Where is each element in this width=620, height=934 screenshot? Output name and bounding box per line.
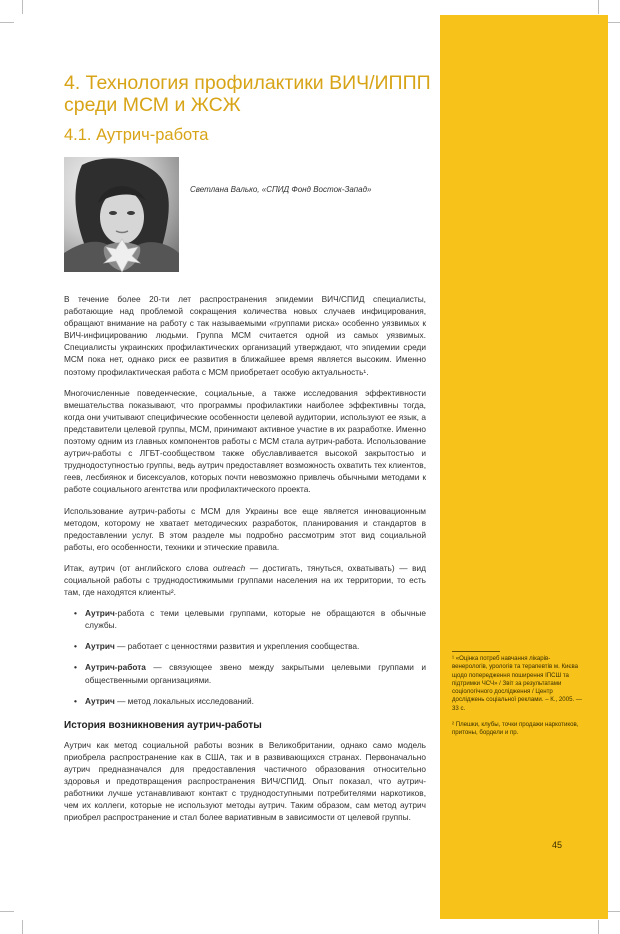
text-run: Итак, аутрич (от английского слова: [64, 562, 213, 573]
section-title: 4.1. Аутрич-работа: [64, 126, 209, 144]
history-heading: История возникновения аутрич-работы: [64, 719, 262, 731]
list-item: [74, 640, 426, 652]
crop-mark: [22, 920, 23, 934]
term: Аутрич: [85, 641, 115, 652]
list-item: [74, 695, 426, 707]
yellow-sidebar: [440, 15, 608, 919]
list-item: [74, 661, 426, 685]
bullet-icon: •: [74, 695, 77, 706]
author-caption: Светлана Валько, «СПИД Фонд Восток-Запад»: [190, 185, 372, 194]
paragraph: Аутрич как метод социальной работы возник в Великобритании, однако само модель приобрела распространение как в США, так и в развивающихся странах. Первоначально аутрич предназначался для предоставления частичного образования относительно здоровья и предотвращения распространения ВИЧ/СПИД. Опыт показал, что аутрич-работники лучше устанавливают контакт с труднодоступными потребителями наркотиков, чем их коллеги, которые не используют методы аутрич. Таким образом, сам метод аутрич приобрел распространение и стал более вариативным в зависимости от целевой группы.: [64, 739, 426, 823]
term: Аутрич: [85, 608, 115, 619]
term: Аутрич-работа: [85, 662, 146, 673]
bullet-icon: •: [74, 641, 77, 652]
definition: — работает с ценностями развития и укрепления сообщества.: [114, 641, 360, 652]
definition: -работа с теми целевыми группами, которые не обращаются в обычные службы.: [85, 608, 426, 631]
footnote-1: ¹ «Оцінка потреб навчання лікарів-венерологів, урологів та терапевтів м. Києва щодо попередження поширення ІПСШ та підтримки ЧСЧ» / Звіт за результатами соціологічного дослідження / Центр досліджень соціальної реклами. – К., 2005. — 33 с.: [452, 655, 582, 712]
term-outreach: outreach: [212, 562, 246, 573]
body-text: [64, 293, 426, 832]
crop-mark: [0, 22, 14, 23]
footnotes: [452, 651, 584, 746]
author-photo: [64, 157, 179, 272]
paragraph: В течение более 20-ти лет распространения эпидемии ВИЧ/СПИД специалисты, работающие над проблемой сокращения количества новых случаев инфицирования, обращают внимание на работу с так называемыми «группами риска» особенно уязвимых к ВИЧ-инфицированию людьми. Группа МСМ считается одной из самых уязвимых. Специалисты украинских профилактических организаций утверждают, что эпидемии среди МСМ пока нет, однако риск ее развития в ближайшее время является высоким. Именно поэтому профилактическая работа с МСМ приобретает особую актуальность¹.: [64, 294, 426, 377]
footnote-2: ² Плешки, клубы, точки продажи наркотиков, притоны, бордели и пр.: [452, 721, 579, 737]
bullet-icon: •: [74, 662, 77, 673]
definition: — метод локальных исследований.: [114, 695, 254, 706]
page-number: 45: [552, 840, 563, 850]
paragraph: [64, 562, 426, 598]
definition: — связующее звено между закрытыми целевыми группами и общественными организациями.: [85, 662, 426, 685]
crop-mark: [598, 920, 599, 934]
crop-mark: [22, 0, 23, 14]
bullet-icon: •: [74, 608, 77, 619]
crop-mark: [598, 0, 599, 14]
list-item: [74, 607, 426, 631]
text-run: — достигать, тянуться, охватывать) — вид социальной работы с труднодостижимыми группами населения на их территории, то есть там, где находятся клиенты².: [64, 562, 426, 598]
chapter-title: 4. Технология профилактики ВИЧ/ИППП среди МСМ и ЖСЖ: [64, 72, 431, 116]
paragraph: Многочисленные поведенческие, социальные, а также исследования эффективности вмешательства показывают, что программы профилактики наиболее эффективны тогда, когда они учитывают специфические особенности целевой аудитории, используют ее язык, а представители целевой группы, МСМ, принимают активное участие в их разработке. Именно поэтому одним из главных компонентов работы с МСМ стала аутрич-работа. Использование аутрич-работы с ЛГБТ-сообществом также обуславливается высокой закрытостью и труднодоступностью группы, ведь аутрич предоставляет возможность охватить тех клиентов, геев, лесбиянок и бисексуалов, которых почти невозможно привлечь обычными методами к работе социального агентства или профилактического проекта.: [64, 387, 426, 495]
crop-mark: [606, 22, 620, 23]
crop-mark: [0, 911, 14, 912]
paragraph: Использование аутрич-работы с МСМ для Украины все еще является инновационным методом, которому не хватает методических разработок, планирования и стандартов в предоставлении услуг. В этом разделе мы подробно рассмотрим этот вид социальной работы, его особенности, техники и этические правила.: [64, 505, 426, 552]
outreach-definitions-list: [64, 607, 426, 707]
footnote-divider: [452, 651, 500, 652]
term: Аутрич: [85, 695, 115, 706]
crop-mark: [606, 911, 620, 912]
